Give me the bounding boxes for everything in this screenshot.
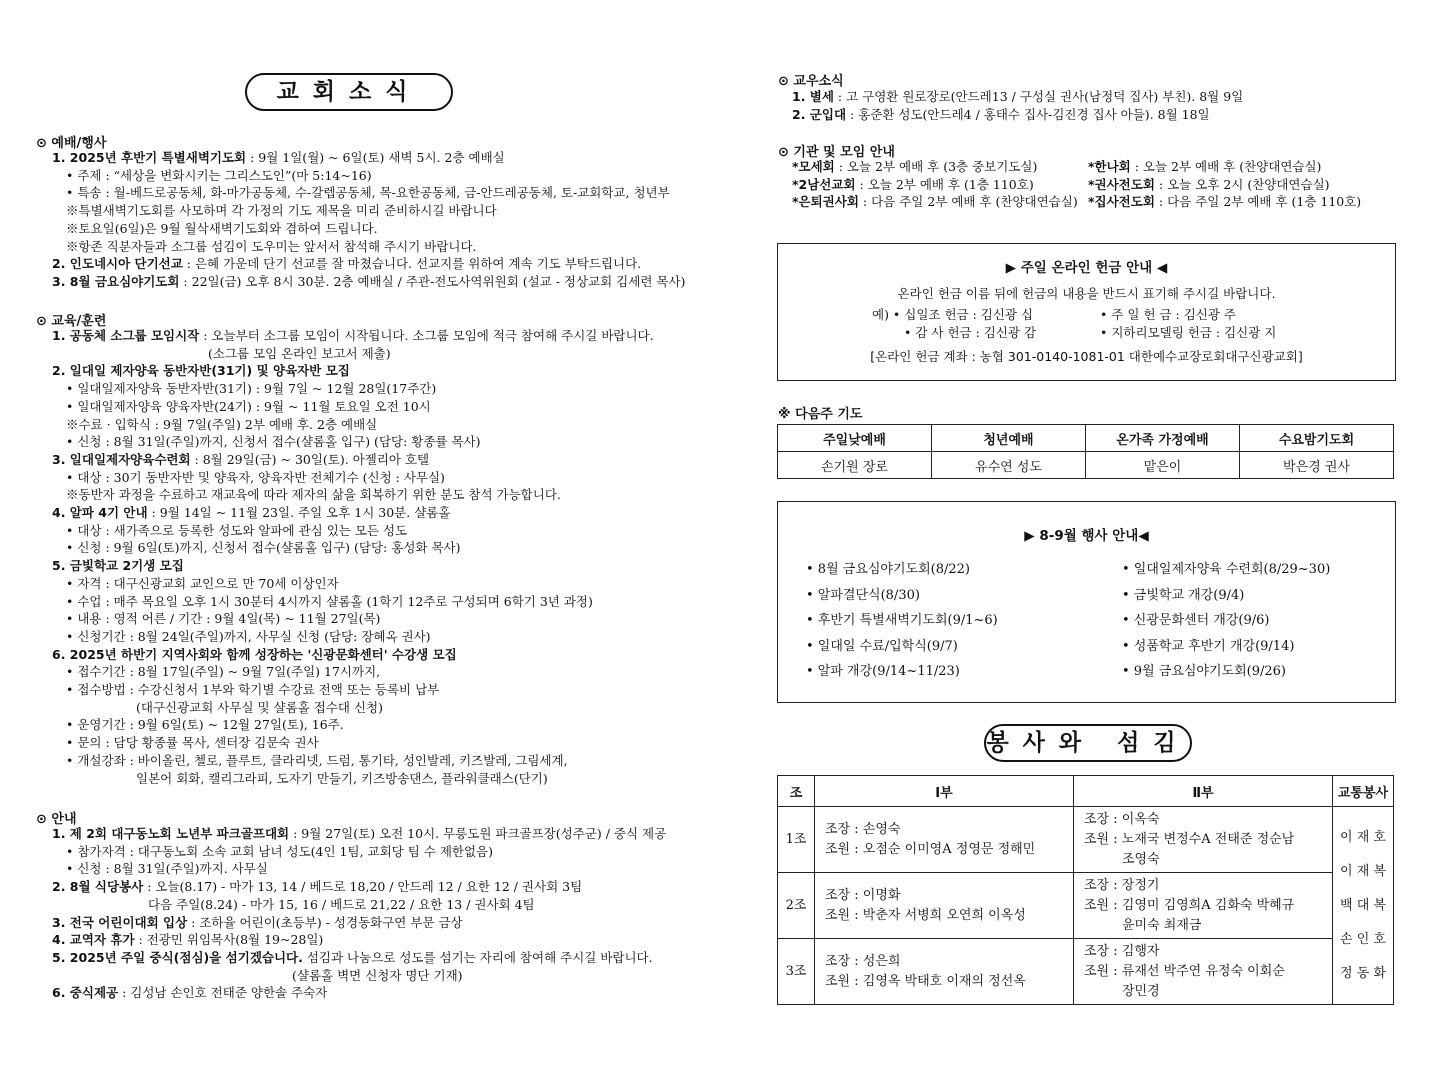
text-line	[66, 220, 378, 237]
service-group: 1조	[778, 807, 815, 873]
item-text: • 일대일제자양육 동반자반(31기) : 9월 7일 ~ 12월 28일(17주간)	[66, 381, 437, 397]
text-line	[66, 663, 380, 680]
text-line	[66, 167, 372, 184]
event-item: • 신광문화센터 개강(9/6)	[1122, 613, 1270, 628]
item-label: 1. 별세	[792, 89, 834, 104]
item-label: 2. 일대일 제자양육 동반자반(31기) 및 양육자반 모집	[52, 363, 350, 379]
service-table	[777, 775, 1394, 1005]
item-text: • 수업 : 매주 목요일 오후 1시 30분터 4시까지 샬롬홀 (1학기 12주로 구성되며 6학기 3년 과정)	[66, 593, 593, 609]
item-text: : 김성남 손인호 전태준 양한솔 주숙자	[118, 985, 328, 1001]
event-item: • 후반기 특별새벽기도회(9/1~6)	[806, 613, 998, 628]
item-label: 2. 인도네시아 단기선교	[52, 256, 183, 272]
item-text: • 주제 : “세상을 변화시키는 그리스도인”(마 5:14~16)	[66, 167, 372, 183]
item-label: 4. 알파 4기 안내	[52, 505, 148, 520]
text-line	[66, 398, 431, 415]
prayer-leader: 유수연 성도	[932, 452, 1086, 479]
offering-description: 온라인 헌금 이름 뒤에 헌금의 내용을 반드시 표기해 주시길 바랍니다.	[897, 286, 1276, 301]
item-text: 일본어 회화, 캘리그라피, 도자기 만들기, 키즈방송댄스, 플라워클래스(단기)	[136, 770, 548, 786]
text-line	[208, 345, 391, 362]
event-item: • 성품학교 후반기 개강(9/14)	[1122, 638, 1295, 654]
text-line	[52, 646, 457, 663]
section-heading-worship: ⊙ 예배/행사	[36, 136, 107, 151]
item-text: • 신청 : 8월 31일(주일)까지, 신청서 접수(샬롬홀 입구) (담당: 황종률 목사)	[66, 434, 481, 450]
item-text: : 전광민 위임목사(8월 19~28일)	[134, 932, 324, 948]
service-leader: 조장 : 성은희	[825, 953, 901, 969]
text-line	[1088, 193, 1361, 210]
text-line	[66, 433, 481, 450]
text-line	[792, 106, 1210, 123]
service-part1	[815, 939, 1074, 1005]
text-line	[66, 593, 593, 610]
text-line	[52, 878, 582, 895]
item-text: : 오늘부터 소그룹 모임이 시작됩니다. 소그룹 모임에 적극 참여해 주시길 바랍니다.	[199, 328, 654, 343]
text-line	[66, 681, 439, 698]
item-label: 3. 8월 금요심야기도회	[52, 273, 180, 289]
item-text: ※동반자 과정을 수료하고 재교육에 따라 제자의 삶을 회복하기 위한 분도 참석 가능합니다.	[66, 487, 561, 503]
text-line	[52, 255, 641, 272]
section-heading-groups: ⊙ 기관 및 모임 안내	[778, 145, 895, 160]
service-members: 조원 : 오점순 이미영A 정영문 정해민	[825, 841, 1036, 857]
service-members-cont: 윤미숙 최재금	[1122, 917, 1202, 933]
service-part1	[815, 873, 1074, 939]
item-text: : 오늘 2부 예배 후 (1층 110호)	[855, 176, 1034, 192]
event-item: • 9월 금요심야기도회(9/26)	[1122, 664, 1287, 679]
service-traffic	[1333, 807, 1394, 1005]
item-text: • 대상 : 새가족으로 등록한 성도와 알파에 관심 있는 모든 성도	[66, 522, 408, 538]
service-part2	[1074, 873, 1333, 939]
item-label: 4. 교역자 휴가	[52, 932, 135, 948]
item-text: • 신청 : 9월 6일(토)까지, 신청서 접수(샬롬홀 입구) (담당: 홍성화 목사)	[66, 540, 461, 556]
text-line	[66, 539, 460, 556]
event-item: • 8월 금요심야기도회(8/22)	[806, 562, 971, 577]
text-line	[66, 628, 431, 645]
text-line	[792, 88, 1243, 105]
prayer-header: 온가족 가정예배	[1086, 425, 1240, 452]
item-text: : 홍준환 성도(안드레4 / 홍태수 집사-김진경 집사 아들). 8월 18일	[846, 106, 1210, 122]
item-text: : 오늘 2부 예배 후 (찬양대연습실)	[1130, 159, 1322, 174]
traffic-volunteer: 백 대 복	[1340, 897, 1386, 913]
offering-example-tithe: 예) • 십일조 헌금 : 김신광 십	[872, 307, 1034, 322]
traffic-volunteer: 이 재 복	[1340, 863, 1386, 879]
item-text: • 신청 : 8월 31일(주일)까지. 사무실	[66, 861, 268, 877]
text-line	[52, 825, 666, 842]
item-label: 3. 전국 어린이대회 입상	[52, 914, 188, 930]
offering-title: ▶ 주일 온라인 헌금 안내 ◀	[1005, 260, 1168, 276]
text-line	[66, 843, 493, 860]
prayer-leader: 박은경 권사	[1240, 452, 1394, 479]
events-box	[777, 501, 1396, 703]
text-line	[66, 486, 561, 503]
service-group: 2조	[778, 873, 815, 939]
service-group: 3조	[778, 939, 815, 1005]
item-text: • 특송 : 월-베드로공동체, 화-마가공동체, 수-갈렙공동체, 목-요한공동체, 금-안드레공동체, 토-교회학교, 청년부	[66, 185, 670, 201]
service-leader: 조장 : 장정기	[1084, 877, 1160, 893]
item-label: *은퇴권사회	[792, 194, 859, 209]
item-text: ※토요일(6일)은 9월 월삭새벽기도회와 겸하여 드립니다.	[66, 220, 378, 236]
item-text: : 9월 27일(토) 오전 10시. 무릉도원 파크골프장(성주군) / 중식 제공	[289, 826, 667, 841]
event-item: • 일대일 수료/입학식(9/7)	[806, 638, 958, 654]
text-line	[66, 238, 477, 255]
service-part2	[1074, 807, 1333, 873]
item-label: 3. 일대일제자양육수련회	[52, 451, 191, 467]
text-line	[66, 184, 670, 201]
text-line	[52, 914, 463, 931]
prayer-leader: 맡은이	[1086, 452, 1240, 479]
text-line	[148, 896, 535, 913]
item-text: • 일대일제자양육 양육자반(24기) : 9월 ~ 11월 토요일 오전 10시	[66, 398, 431, 414]
text-line	[1088, 176, 1330, 193]
item-label: *2남선교회	[792, 176, 856, 192]
text-line	[792, 176, 1034, 193]
service-leader: 조장 : 이옥숙	[1084, 811, 1160, 827]
item-label: 1. 공동체 소그룹 모임시작	[52, 328, 200, 343]
traffic-volunteer: 정 동 화	[1340, 965, 1386, 981]
item-text: : 다음 주일 2부 예배 후 (1층 110호)	[1154, 194, 1362, 209]
offering-example-remodel: • 지하리모델링 헌금 : 김신광 지	[1100, 325, 1277, 340]
item-label: *한나회	[1088, 159, 1131, 174]
text-line	[52, 931, 323, 948]
service-header-part2: Ⅱ부	[1074, 776, 1333, 807]
item-text: : 은혜 가운데 단기 선교를 잘 마쳤습니다. 선교지를 위하여 계속 기도 부탁드립니다.	[182, 256, 642, 272]
item-text: : 9월 1일(월) ~ 6일(토) 새벽 5시. 2층 예배실	[246, 150, 505, 165]
text-line	[52, 451, 429, 468]
item-text: • 접수방법 : 수강신청서 1부와 학기별 수강료 전액 또는 등록비 납부	[66, 682, 440, 697]
text-line	[66, 734, 319, 751]
item-text: : 8월 29일(금) ~ 30일(토). 아젤리아 호텔	[190, 451, 430, 467]
traffic-volunteer: 손 인 호	[1340, 931, 1386, 947]
text-line	[136, 699, 383, 716]
text-line	[52, 949, 653, 966]
service-part2	[1074, 939, 1333, 1005]
text-line	[52, 984, 327, 1001]
item-label: 5. 금빛학교 2기생 모집	[52, 558, 184, 574]
events-title: ▶ 8-9월 행사 안내◀	[1024, 528, 1149, 544]
text-line	[52, 273, 685, 290]
section-heading-member-news: ⊙ 교우소식	[778, 74, 844, 89]
text-line	[66, 380, 436, 397]
offering-example-sunday: • 주 일 헌 금 : 김신광 주	[1100, 307, 1236, 322]
text-line	[66, 860, 268, 877]
item-text: ※항존 직분자들과 소그룹 섬김이 도우미는 앞서서 참석해 주시기 바랍니다.	[66, 238, 477, 254]
item-text: : 다음 주일 2부 예배 후 (찬양대연습실)	[858, 194, 1078, 209]
online-offering-box	[777, 243, 1396, 381]
item-text: • 운영기간 : 9월 6일(토) ~ 12월 27일(토), 16주.	[66, 717, 344, 733]
service-leader: 조장 : 이명화	[825, 887, 901, 903]
section-heading-notice: ⊙ 안내	[36, 812, 77, 827]
text-line	[1088, 158, 1321, 175]
item-label: 2. 8월 식당봉사	[52, 879, 144, 895]
page-title-church-news: 교회소식	[245, 73, 453, 111]
service-members: 조원 : 김영미 김영희A 김화숙 박혜규	[1084, 897, 1295, 913]
service-members: 조원 : 노재국 변정수A 전태준 정순남	[1084, 831, 1295, 847]
item-text: 섬김과 나눔으로 성도를 섬기는 자리에 참여해 주시길 바랍니다.	[302, 949, 653, 965]
item-label: 6. 2025년 하반기 지역사회와 함께 성장하는 '신광문화센터' 수강생 모집	[52, 646, 457, 662]
service-members-cont: 조영숙	[1122, 851, 1160, 867]
offering-example-thanks: • 감 사 헌금 : 김신광 감	[904, 325, 1037, 340]
text-line	[52, 362, 350, 379]
item-text: • 접수기간 : 8월 17일(주일) ~ 9월 7일(주일) 17시까지,	[66, 664, 381, 680]
text-line	[52, 149, 505, 166]
service-members: 조원 : 박춘자 서병희 오연희 이옥성	[825, 907, 1026, 923]
item-label: 6. 중식제공	[52, 985, 119, 1001]
item-label: 5. 2025년 주일 중식(점심)을 섬기겠습니다.	[52, 949, 303, 965]
text-line	[792, 193, 1078, 210]
item-text: (대구신광교회 사무실 및 샬롬홀 접수대 신청)	[136, 699, 383, 715]
item-text: • 문의 : 담당 황종률 목사, 센터장 김문숙 권사	[66, 735, 319, 751]
text-line	[292, 967, 463, 984]
item-label: *모세회	[792, 159, 835, 174]
service-header-group: 조	[778, 776, 815, 807]
service-title: 봉사와 섬김	[984, 724, 1192, 762]
text-line	[52, 504, 450, 521]
text-line	[66, 610, 380, 627]
item-text: • 내용 : 영적 어른 / 기간 : 9월 4일(목) ~ 11월 27일(목)	[66, 611, 381, 627]
item-text: (샬롬홀 벽면 신청자 명단 기재)	[292, 967, 463, 983]
service-part1	[815, 807, 1074, 873]
service-members: 조원 : 김영옥 박태호 이재의 정선옥	[825, 973, 1026, 989]
event-item: • 알파결단식(8/30)	[806, 587, 920, 603]
text-line	[792, 158, 1037, 175]
item-text: : 오늘(8.17) - 마가 13, 14 / 베드로 18,20 / 안드레 12 / 요한 12 / 권사회 3팀	[143, 879, 583, 895]
item-label: *집사전도회	[1088, 194, 1155, 209]
prayer-header: 수요밤기도회	[1240, 425, 1394, 452]
item-text: : 고 구영환 원로장로(안드레13 / 구성실 권사(남정덕 집사) 부친). 8월 9일	[833, 89, 1244, 104]
section-heading-education: ⊙ 교육/훈련	[36, 314, 107, 329]
item-text: : 22일(금) 오후 8시 30분. 2층 예배실 / 주관-전도사역위원회 (설교 - 정상교회 김세련 목사)	[179, 273, 686, 289]
service-leader: 조장 : 손영숙	[825, 821, 901, 837]
text-line	[66, 416, 377, 433]
item-text: : 오늘 오후 2시 (찬양대연습실)	[1154, 176, 1330, 192]
item-text: : 조하율 어린이(초등부) - 성경동화구연 부문 금상	[187, 914, 463, 930]
text-line	[66, 202, 497, 219]
service-header-part1: Ⅰ부	[815, 776, 1074, 807]
text-line	[66, 716, 344, 733]
item-text: • 자격 : 대구신광교회 교인으로 만 70세 이상인자	[66, 575, 339, 591]
service-leader: 조장 : 김행자	[1084, 943, 1160, 959]
text-line	[66, 752, 568, 769]
item-text: • 신청기간 : 8월 24일(주일)까지, 사무실 신청 (담당: 장혜옥 권사)	[66, 628, 431, 644]
item-label: 1. 2025년 후반기 특별새벽기도회	[52, 150, 247, 165]
item-text: : 오늘 2부 예배 후 (3층 중보기도실)	[834, 159, 1038, 174]
text-line	[66, 469, 445, 486]
text-line	[136, 770, 548, 787]
item-text: • 개설강좌 : 바이올린, 첼로, 플루트, 클라리넷, 드럼, 통기타, 성인발레, 키즈발레, 그림세계,	[66, 752, 568, 768]
event-item: • 일대일제자양육 수련회(8/29~30)	[1122, 562, 1331, 577]
item-text: • 대상 : 30기 동반자반 및 양육자, 양육자반 전체기수 (신청 : 사무실)	[66, 469, 445, 485]
text-line	[52, 557, 184, 574]
section-heading-prayer: ※ 다음주 기도	[778, 407, 863, 422]
prayer-header: 주일낮예배	[778, 425, 932, 452]
item-label: 1. 제 2회 대구동노회 노년부 파크골프대회	[52, 826, 290, 841]
traffic-volunteer: 이 재 호	[1340, 829, 1386, 845]
text-line	[52, 327, 654, 344]
item-text: (소그룹 모임 온라인 보고서 제출)	[208, 345, 391, 361]
event-item: • 금빛학교 개강(9/4)	[1122, 587, 1245, 603]
event-item: • 알파 개강(9/14~11/23)	[806, 664, 960, 679]
service-members-cont: 장민경	[1122, 983, 1160, 999]
service-header-traffic: 교통봉사	[1333, 776, 1394, 807]
prayer-header: 청년예배	[932, 425, 1086, 452]
prayer-table	[777, 424, 1394, 479]
item-label: 2. 군입대	[792, 106, 847, 122]
item-text: • 참가자격 : 대구동노회 소속 교회 남녀 성도(4인 1팀, 교회당 팀 수 제한없음)	[66, 843, 493, 859]
prayer-leader: 손기원 장로	[778, 452, 932, 479]
text-line	[66, 575, 339, 592]
item-text: 다음 주일(8.24) - 마가 15, 16 / 베드로 21,22 / 요한 13 / 권사회 4팀	[148, 896, 535, 912]
item-text: ※특별새벽기도회를 사모하며 각 가정의 기도 제목을 미리 준비하시길 바랍니다	[66, 203, 497, 219]
offering-account: [온라인 헌금 계좌 : 농협 301-0140-1081-01 대한예수교장로회대구신광교회]	[870, 349, 1303, 364]
item-label: *권사전도회	[1088, 176, 1155, 192]
item-text: ※수료 · 입학식 : 9월 7일(주일) 2부 예배 후. 2층 예배실	[66, 416, 378, 432]
service-members: 조원 : 류재선 박주연 유정숙 이회순	[1084, 963, 1285, 979]
text-line	[66, 522, 407, 539]
item-text: : 9월 14일 ~ 11월 23일. 주일 오후 1시 30분. 샬롬홀	[147, 505, 451, 520]
